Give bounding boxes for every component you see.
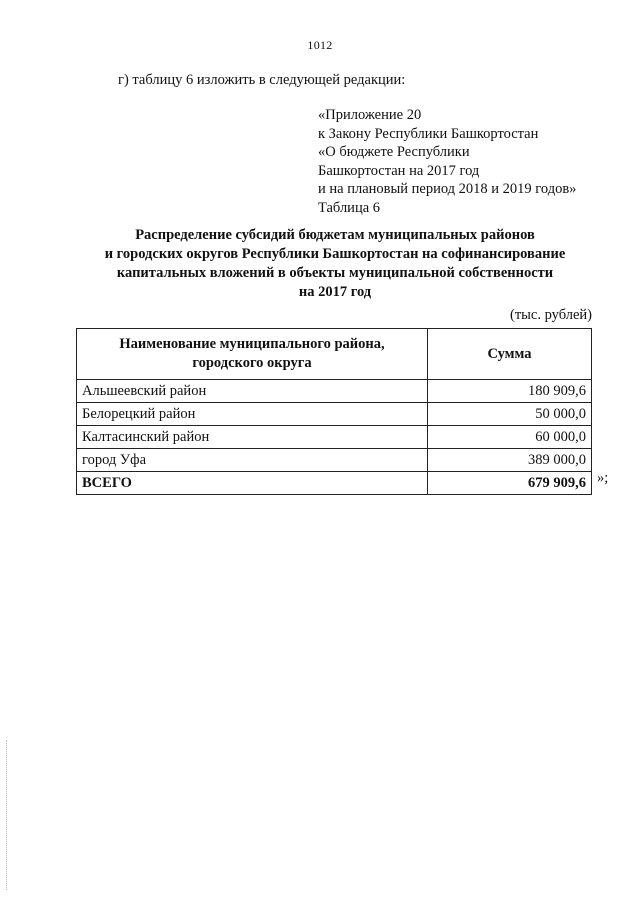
- district-amount: 60 000,0: [428, 426, 592, 449]
- subsidy-table: [76, 328, 592, 495]
- header-name-line: Наименование муниципального района,: [119, 336, 385, 352]
- header-amount: Сумма: [428, 329, 592, 380]
- district-amount: 180 909,6: [428, 380, 592, 403]
- appendix-line: «О бюджете Республики: [318, 144, 470, 161]
- appendix-line: Башкортостан на 2017 год: [318, 162, 480, 179]
- margin-scan-artifact: [6, 740, 8, 890]
- header-name: [77, 329, 428, 380]
- table-row: [77, 426, 592, 449]
- appendix-reference: [318, 106, 576, 218]
- heading-line: и городских округов Республики Башкортостан на софинансирование: [104, 246, 566, 262]
- table-row: [77, 449, 592, 472]
- heading-line: Распределение субсидий бюджетам муниципальных районов: [135, 227, 535, 243]
- district-amount: 50 000,0: [428, 403, 592, 426]
- document-heading: [40, 226, 630, 302]
- district-name: Белорецкий район: [77, 403, 428, 426]
- appendix-line: «Приложение 20: [318, 107, 422, 123]
- heading-line: капитальных вложений в объекты муниципальной собственности: [116, 265, 554, 281]
- heading-line: на 2017 год: [298, 284, 372, 300]
- appendix-line: к Закону Республики Башкортостан: [318, 125, 539, 142]
- table-header-row: [77, 329, 592, 380]
- district-name: Альшеевский район: [77, 380, 428, 403]
- units-label: (тыс. рублей): [510, 307, 592, 323]
- page-number: 1012: [307, 38, 333, 52]
- instruction-text: г) таблицу 6 изложить в следующей редакции:: [118, 72, 406, 88]
- district-name: Калтасинский район: [77, 426, 428, 449]
- appendix-line: и на плановый период 2018 и 2019 годов»: [318, 181, 577, 198]
- table-row: [77, 403, 592, 426]
- total-row: [77, 472, 592, 495]
- table-row: [77, 380, 592, 403]
- closing-quote-mark: »;: [597, 470, 609, 486]
- total-label: ВСЕГО: [77, 472, 428, 495]
- district-amount: 389 000,0: [428, 449, 592, 472]
- header-name-line: городского округа: [192, 355, 312, 371]
- table-number: Таблица 6: [318, 199, 381, 216]
- total-amount: 679 909,6: [428, 472, 592, 495]
- district-name: город Уфа: [77, 449, 428, 472]
